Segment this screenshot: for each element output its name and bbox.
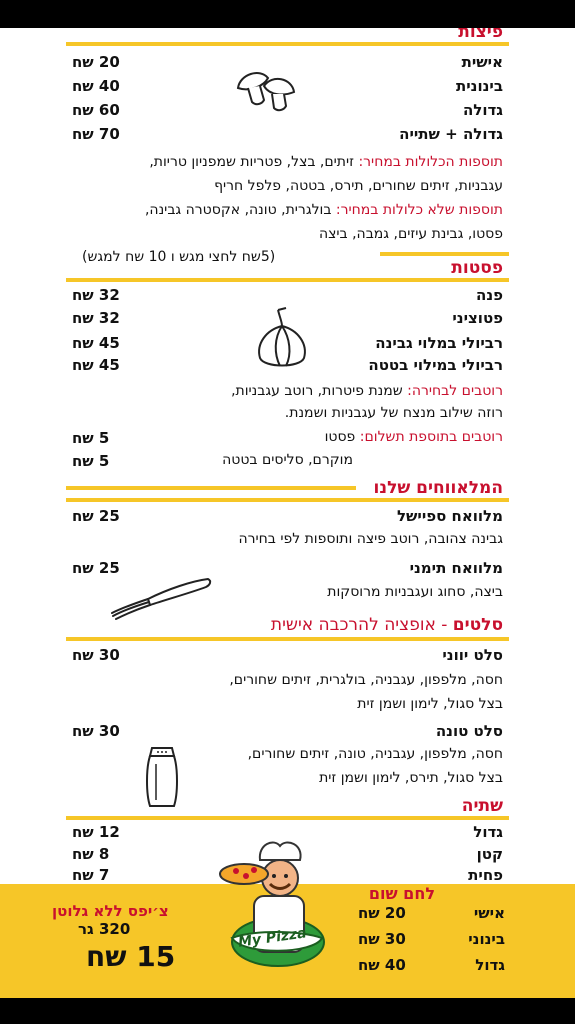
paid-sauce-item: מוקרם, סליסים בטטה	[222, 452, 353, 468]
menu-item-name: פטוציני	[452, 309, 503, 327]
chips-price: 15 שח	[86, 940, 176, 973]
menu-item-name: גדולה + שתייה	[399, 125, 503, 143]
divider	[66, 498, 509, 502]
menu-item-name: רביולי במלוי גבינה	[375, 334, 503, 352]
menu-item-price: 30 שח	[72, 722, 120, 740]
menu-item-price: 25 שח	[72, 507, 120, 525]
menu-item-price: 40 שח	[72, 77, 120, 95]
menu-item-desc: ביצה, סחוג ועגבניות מרוסקות	[327, 584, 503, 600]
extra-toppings-line2: פסטו, גבינת עיזים, גמבה, ביצה	[318, 226, 503, 242]
menu-item-name: קטן	[476, 845, 503, 863]
divider	[66, 42, 509, 46]
menu-item-price: 60 שח	[72, 101, 120, 119]
menu-item-desc: חסה, מלפפון, עגבניה, טונה, זיתים שחורים,	[247, 746, 503, 762]
menu-item-price: 45 שח	[72, 334, 120, 352]
menu-item-name: רביולי במילוי בטטה	[368, 356, 503, 374]
menu-item-name: מלוואח ספיישל	[396, 507, 503, 525]
menu-item-name: מלוואח תימני	[409, 559, 503, 577]
included-toppings: תוספות הכלולות במחיר: זיתים, בצל, פטריות שמפניון טריות,	[149, 154, 503, 170]
paid-sauce-price: 5 שח	[72, 452, 110, 470]
mushroom-icon	[234, 66, 298, 114]
menu-item-name: בינונית	[456, 77, 503, 95]
paid-sauces: רוטבים בתוספת תשלום: פסטו	[324, 429, 503, 445]
menu-item-price: 8 שח	[72, 845, 110, 863]
menu-item-price: 12 שח	[72, 823, 120, 841]
pizza-title: פיצות	[458, 28, 503, 42]
menu-item-price: 40 שח	[358, 956, 406, 974]
menu-item-desc: בצל סגול, לימון ושמן זית	[357, 696, 503, 712]
menu-item-price: 20 שח	[72, 53, 120, 71]
chips-title: צ׳יפס ללא גלוטן	[52, 902, 169, 920]
divider	[66, 637, 509, 641]
menu-item-desc: בצל סגול, תירס, לימון ושמן זית	[319, 770, 503, 786]
salads-heading	[271, 615, 503, 635]
menu-item-name: אישי	[473, 904, 505, 922]
menu-item-price: 32 שח	[72, 309, 120, 327]
menu-item-name: סלט יווני	[442, 646, 503, 664]
chips-weight: 320 גר	[78, 920, 131, 938]
logo-text: My Pizza	[237, 925, 308, 951]
salads-subtitle: - אופציה להרכבה אישית	[270, 615, 448, 635]
garlic-icon	[252, 306, 312, 370]
included-toppings-line2: עגבניות, זיתים שחורים, תירס, בטטה, פלפל חריף	[214, 178, 503, 194]
salads-title: סלטים	[452, 615, 503, 635]
menu-item-name: סלט טונה	[435, 722, 503, 740]
menu-item-price: 70 שח	[72, 125, 120, 143]
pasta-sauces-line2: רוזה שילוב מנצח של עגבניות ושמנת.	[284, 405, 503, 421]
bottom-banner	[0, 884, 575, 998]
menu-item-price: 32 שח	[72, 286, 120, 304]
menu-item-name: גדול	[473, 823, 503, 841]
garlic-bread-title: לחם שום	[368, 884, 435, 903]
menu-item-name: גדול	[475, 956, 505, 974]
menu-page	[0, 28, 575, 998]
pasta-title: פסטות	[451, 258, 503, 278]
chef-logo-icon	[214, 838, 338, 968]
menu-item-price: 7 שח	[72, 866, 110, 884]
salt-shaker-icon	[144, 744, 180, 810]
divider	[380, 252, 509, 256]
menu-item-desc: גבינה צהובה, רוטב פיצה ותוספות לפי בחירה	[238, 531, 503, 547]
menu-item-name: בינוני	[468, 930, 505, 948]
menu-item-name: אישית	[461, 53, 503, 71]
extra-toppings: תוספות שלא כלולות במחיר: בולגרית, טונה, אקסטרה גבינה,	[144, 202, 503, 218]
menu-item-name: גדולה	[462, 101, 503, 119]
malawach-title: המלאווחים שלנו	[373, 478, 503, 498]
divider	[66, 278, 509, 282]
menu-item-desc: חסה, מלפפון, עגבניה, בולגרית, זיתים שחורים,	[229, 672, 503, 688]
menu-item-price: 25 שח	[72, 559, 120, 577]
menu-item-name: פחית	[468, 866, 503, 884]
divider	[66, 486, 356, 490]
drinks-title: שתיה	[461, 796, 503, 816]
toppings-price-note: (5שח לחצי מגש ו 10 שח למגש)	[82, 249, 276, 265]
pasta-sauces: רוטבים לבחירה: שמנת פיטרות, רוטב עגבניות,	[231, 383, 503, 399]
fork-icon	[108, 573, 214, 623]
menu-item-price: 30 שח	[72, 646, 120, 664]
divider	[66, 816, 509, 820]
menu-item-price: 45 שח	[72, 356, 120, 374]
menu-item-name: פנה	[476, 286, 503, 304]
menu-item-price: 20 שח	[358, 904, 406, 922]
paid-sauce-price: 5 שח	[72, 429, 110, 447]
menu-item-price: 30 שח	[358, 930, 406, 948]
